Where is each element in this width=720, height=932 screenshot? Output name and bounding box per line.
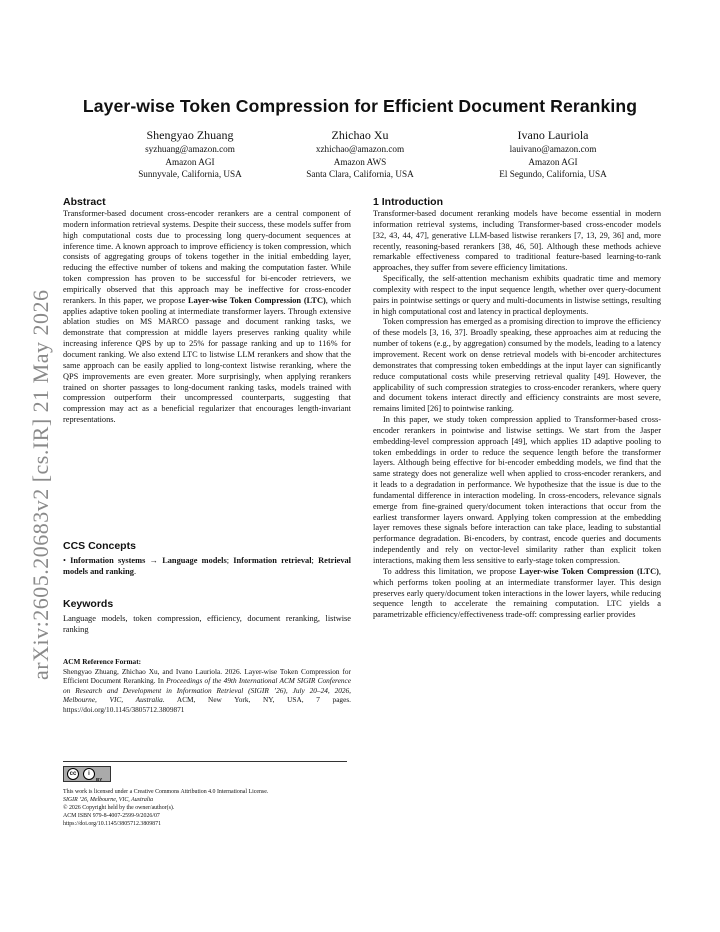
author-name: Shengyao Zhuang [146,128,234,142]
intro-paragraph: Transformer-based document reranking models have become essential in modern information retrieval systems, including Transformer-based cross-encoder models [32, 43, 44, 47], generative LLM-based listwise rerankers [7, 13, 29, 36] and, more recently, reasoning-based rerankers [38, 46, 50]. Although these methods achieve remarkable effectiveness compared to traditional feature-based learning-to-rank approaches, they suffer from severe efficiency limitations. [373,209,661,273]
keywords-text: Language models, token compression, efficiency, document reranking, listwise ranking [63,614,351,634]
abstract-heading: Abstract [63,196,106,208]
isbn-line: ACM ISBN 979-8-4007-2599-9/2026/07 [63,813,160,819]
author-email[interactable]: syzhuang@amazon.com [145,144,235,154]
doi-link[interactable]: https://doi.org/10.1145/3805712.3809871 [63,821,162,827]
acm-reference [63,657,351,715]
abstract-section [63,196,351,426]
author-org: Amazon AGI [528,156,578,167]
arxiv-identifier: arXiv:2605.20683v2 [cs.IR] 21 May 2026 [28,289,53,680]
author-location: El Segundo, California, USA [499,169,607,180]
acm-reference-text: Shengyao Zhuang, Zhichao Xu, and Ivano Lauriola. 2026. Layer-wise Token Compression for Efficient Document Reranking. In Proceedings of the 49th International ACM SIGIR Conference on Research and Development in Information Retrieval (SIGIR ’26), July 20–24, 2026, Melbourne, VIC, Australia. ACM, New York, NY, USA, 7 pages. https://doi.org/10.1145/3805712.3809871 [63,666,351,714]
intro-paragraph: Specifically, the self-attention mechanism exhibits quadratic time and memory complexity with respect to the input sequence length, whether over query-document pairs in pointwise settings or query and multi-documents in listwise settings, resulting in high computational cost and latency in practical deployments. [373,274,661,316]
author-name: Ivano Lauriola [517,128,589,142]
attribution-icon: i [83,768,95,780]
abstract-text: Transformer-based document cross-encoder rerankers are a central component of modern information retrieval systems. Despite their success, these models suffer from high computational costs due to processing long query-document sequences at inference time. A known approach to improve efficiency is token compression, which consists of aggregating groups of tokens together in the initial embedding layer, reducing the effective number of tokens and making the computation faster. While token compression has proven to be successful for bi-encoder retrievers, we empirically observed that this approach may be ineffective for cross-encoder rerankers. In this paper, we propose Layer-wise Token Compression (LTC), which applies adaptive token pooling at intermediate transformer layers. Through extensive ablation studies on MS MARCO passage and document ranking tasks, we demonstrate that compression at middle layers preserves ranking quality while increasing inference QPS by up to 25% for passage ranking and up to 116% for document ranking. We also extend LTC to listwise LLM rerankers and show that the same approach can be easily applied to long-context listwise reranking, where the QPS improvements are even greater. More surprisingly, when applying rerankers trained on shorter passages to long-document ranking tasks, models trained with compression outperform their uncompressed counterparts, suggesting that compression may act as a beneficial regularizer that encourages length-invariant representations. [63,209,351,425]
author-block [250,128,470,181]
intro-paragraph: To address this limitation, we propose Layer-wise Token Compression (LTC), which performs token pooling at an intermediate transformer layer. This design preserves early query/document token interactions in the lower layers, while reducing sequence length to accelerate the remaining computation. LTC yields a parametrizable efficiency/effectiveness trade-off: compressing earlier provides [373,566,661,620]
author-block [443,128,663,181]
license-divider [63,761,347,762]
acm-reference-heading: ACM Reference Format: [63,657,142,666]
introduction-section [373,196,661,621]
introduction-heading: 1 Introduction [373,196,443,208]
intro-paragraph: In this paper, we study token compression applied to Transformer-based cross-encoder rerankers in pointwise and listwise settings. We start from the Jasper embedding-level compression approach [49], which applies 1D adaptive pooling to token embeddings in order to reduce the sequence length before the transformer layers. Although being effective for bi-encoder embedding models, we find that the same strategy does not generalize well when applied to cross-encoder rerankers, and it leads to a degradation in performance. We hypothesize that the issue is due to the fundamental difference in interaction modeling. In cross-encoders, relevance signals emerge from fine-grained query/document token interactions that occur from the earliest transformer layers onward. Applying token compression at the embedding layer removes these signals before interaction can take place, leading to substantial performance degradation. Bi-encoders, by contrast, encode queries and documents independently and rely on vector-level similarity rather than explicit token interactions, making them less sensitive to early-stage token compression. [373,415,661,565]
author-location: Sunnyvale, California, USA [138,169,242,180]
ccs-heading: CCS Concepts [63,540,136,552]
venue-line: SIGIR ’26, Melbourne, VIC, Australia [63,797,154,803]
paper-title: Layer-wise Token Compression for Efficient Document Reranking [82,96,638,116]
author-name: Zhichao Xu [331,128,389,142]
cc-by-badge[interactable] [63,766,111,782]
author-email[interactable]: lauivano@amazon.com [509,144,597,154]
license-line[interactable]: This work is licensed under a Creative Commons Attribution 4.0 International License. [63,789,269,795]
ccs-text: • Information systems → Language models; Information retrieval; Retrieval models and ranking. [63,556,352,576]
author-org: Amazon AGI [165,156,215,167]
keywords-section [63,598,351,636]
license-block [63,788,353,828]
keywords-heading: Keywords [63,598,114,610]
copyright-line: © 2026 Copyright held by the owner/author(s). [63,805,175,811]
author-location: Santa Clara, California, USA [306,169,414,180]
author-email[interactable]: xzhichao@amazon.com [315,144,405,154]
ccs-section [63,540,351,578]
intro-paragraph: Token compression has emerged as a promising direction to improve the efficiency of these models [3, 16, 37]. Broadly speaking, these approaches aim at reducing the number of tokens (e.g., by aggregation) consumed by the models, leading to a latency improvement. Recent work on dense retrieval models with bi-encoder architectures demonstrates that compressing token embeddings at the input layer can significantly reduce computational costs while preserving retrieval quality [49]. However, the applicability of such compression strategies to cross-encoder rerankers, where query and document tokens interact directly and efficiency constraints are most severe, remains limited [26] to pointwise ranking. [373,317,661,414]
cc-by-label: BY [96,777,103,782]
cc-icon: cc [67,768,79,780]
author-org: Amazon AWS [333,156,387,167]
